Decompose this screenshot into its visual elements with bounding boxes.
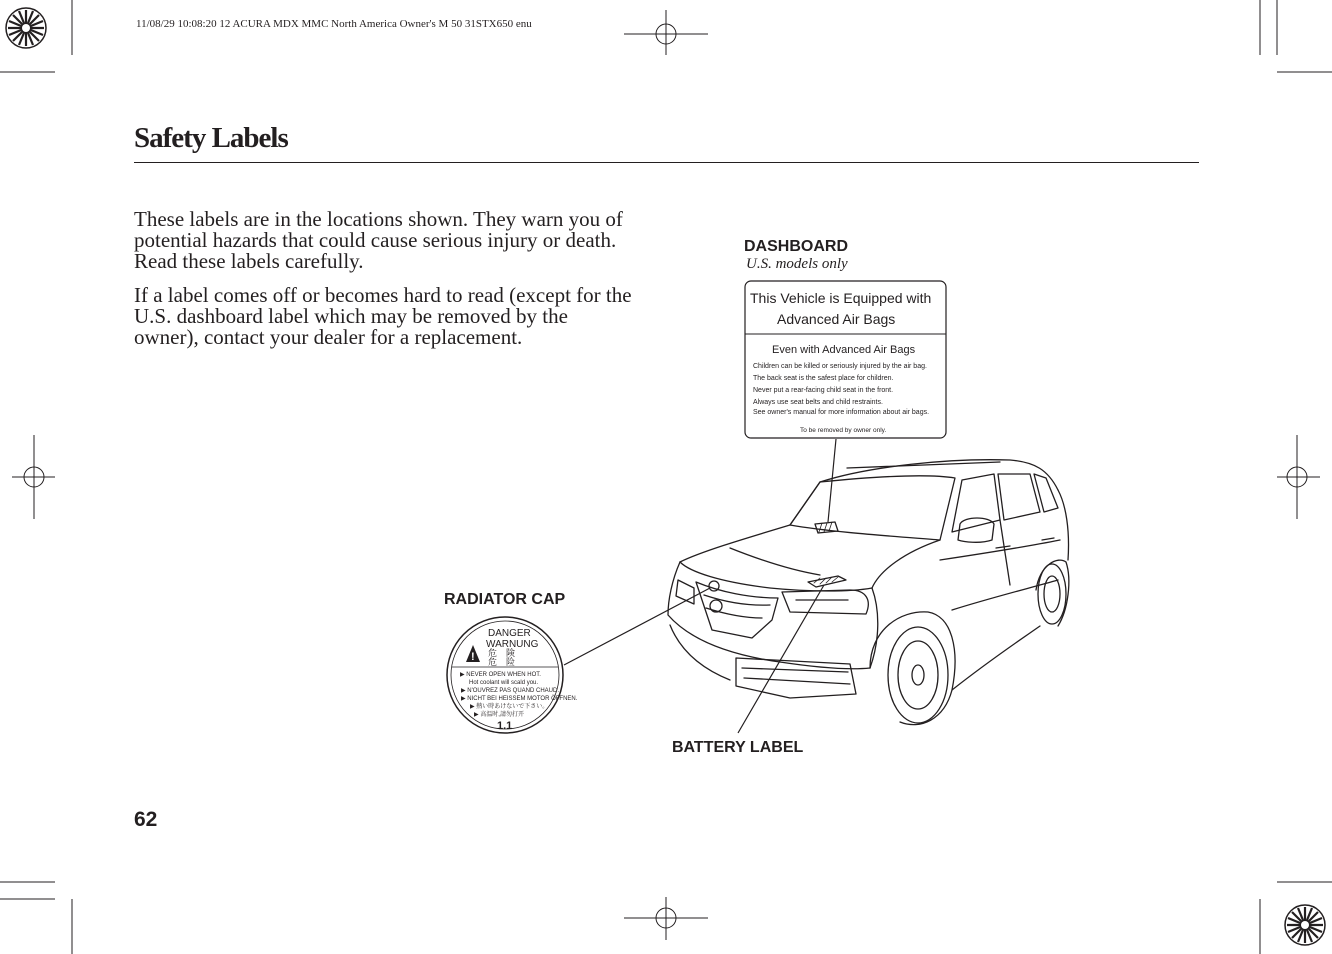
intro-paragraph: These labels are in the locations shown. They warn you of potential hazards that could cause serious injury or death. Read these labels carefully. (134, 207, 623, 273)
airbag-label-heading-2: Advanced Air Bags (777, 311, 896, 327)
radiator-label-line: ▶ 高温时,請勿打开 (474, 712, 524, 718)
radiator-label-kanji-2: 危 险 (488, 657, 516, 667)
airbag-label-subheading: Even with Advanced Air Bags (772, 344, 916, 356)
radiator-label-danger: DANGER (488, 628, 531, 639)
airbag-label-line: The back seat is the safest place for children. (753, 375, 894, 382)
warning-exclamation-icon: ! (471, 651, 475, 663)
airbag-label-heading-1: This Vehicle is Equipped with (750, 290, 932, 306)
battery-label-callout: BATTERY LABEL (672, 739, 804, 756)
airbag-label-line: Never put a rear-facing child seat in the front. (753, 387, 894, 394)
page-number: 62 (134, 808, 158, 831)
radiator-label-kanji-1: 危 険 (488, 648, 516, 658)
radiator-label-line: ▶ N'OUVREZ PAS QUAND CHAUD. (461, 688, 559, 694)
radiator-cap-callout: RADIATOR CAP (444, 591, 566, 608)
radiator-label-warnung: WARNUNG (486, 639, 539, 650)
replacement-paragraph: If a label comes off or becomes hard to read (except for the U.S. dashboard label which may be removed by the owner), contact your dealer for a replacement. (134, 283, 632, 349)
radiator-label-line: ▶ NEVER OPEN WHEN HOT. (460, 672, 541, 678)
airbag-label-line: See owner's manual for more information about air bags. (753, 409, 930, 416)
car-drawing (668, 460, 1069, 725)
dashboard-callout-note: U.S. models only (746, 256, 848, 272)
dashboard-airbag-label (745, 281, 946, 438)
print-header: 11/08/29 10:08:20 12 ACURA MDX MMC North America Owner's M 50 31STX650 enu (136, 18, 532, 30)
radiator-label-line: Hot coolant will scald you. (469, 680, 539, 686)
radiator-label-pressure: 1.1 (497, 720, 513, 732)
radiator-label-line: ▶ NICHT BEI HEISSEM MOTOR ÖFFNEN. (461, 696, 578, 702)
dashboard-callout: DASHBOARD (744, 238, 848, 255)
page-title: Safety Labels (134, 122, 288, 154)
airbag-label-line: Children can be killed or seriously injured by the air bag. (753, 363, 927, 370)
leader-lines (564, 439, 836, 733)
airbag-label-line: Always use seat belts and child restraints. (753, 399, 883, 406)
airbag-label-footer: To be removed by owner only. (800, 427, 887, 434)
radiator-label-line: ▶ 熱い時あけないで下さい。 (470, 704, 549, 710)
radiator-cap-label (447, 617, 578, 733)
